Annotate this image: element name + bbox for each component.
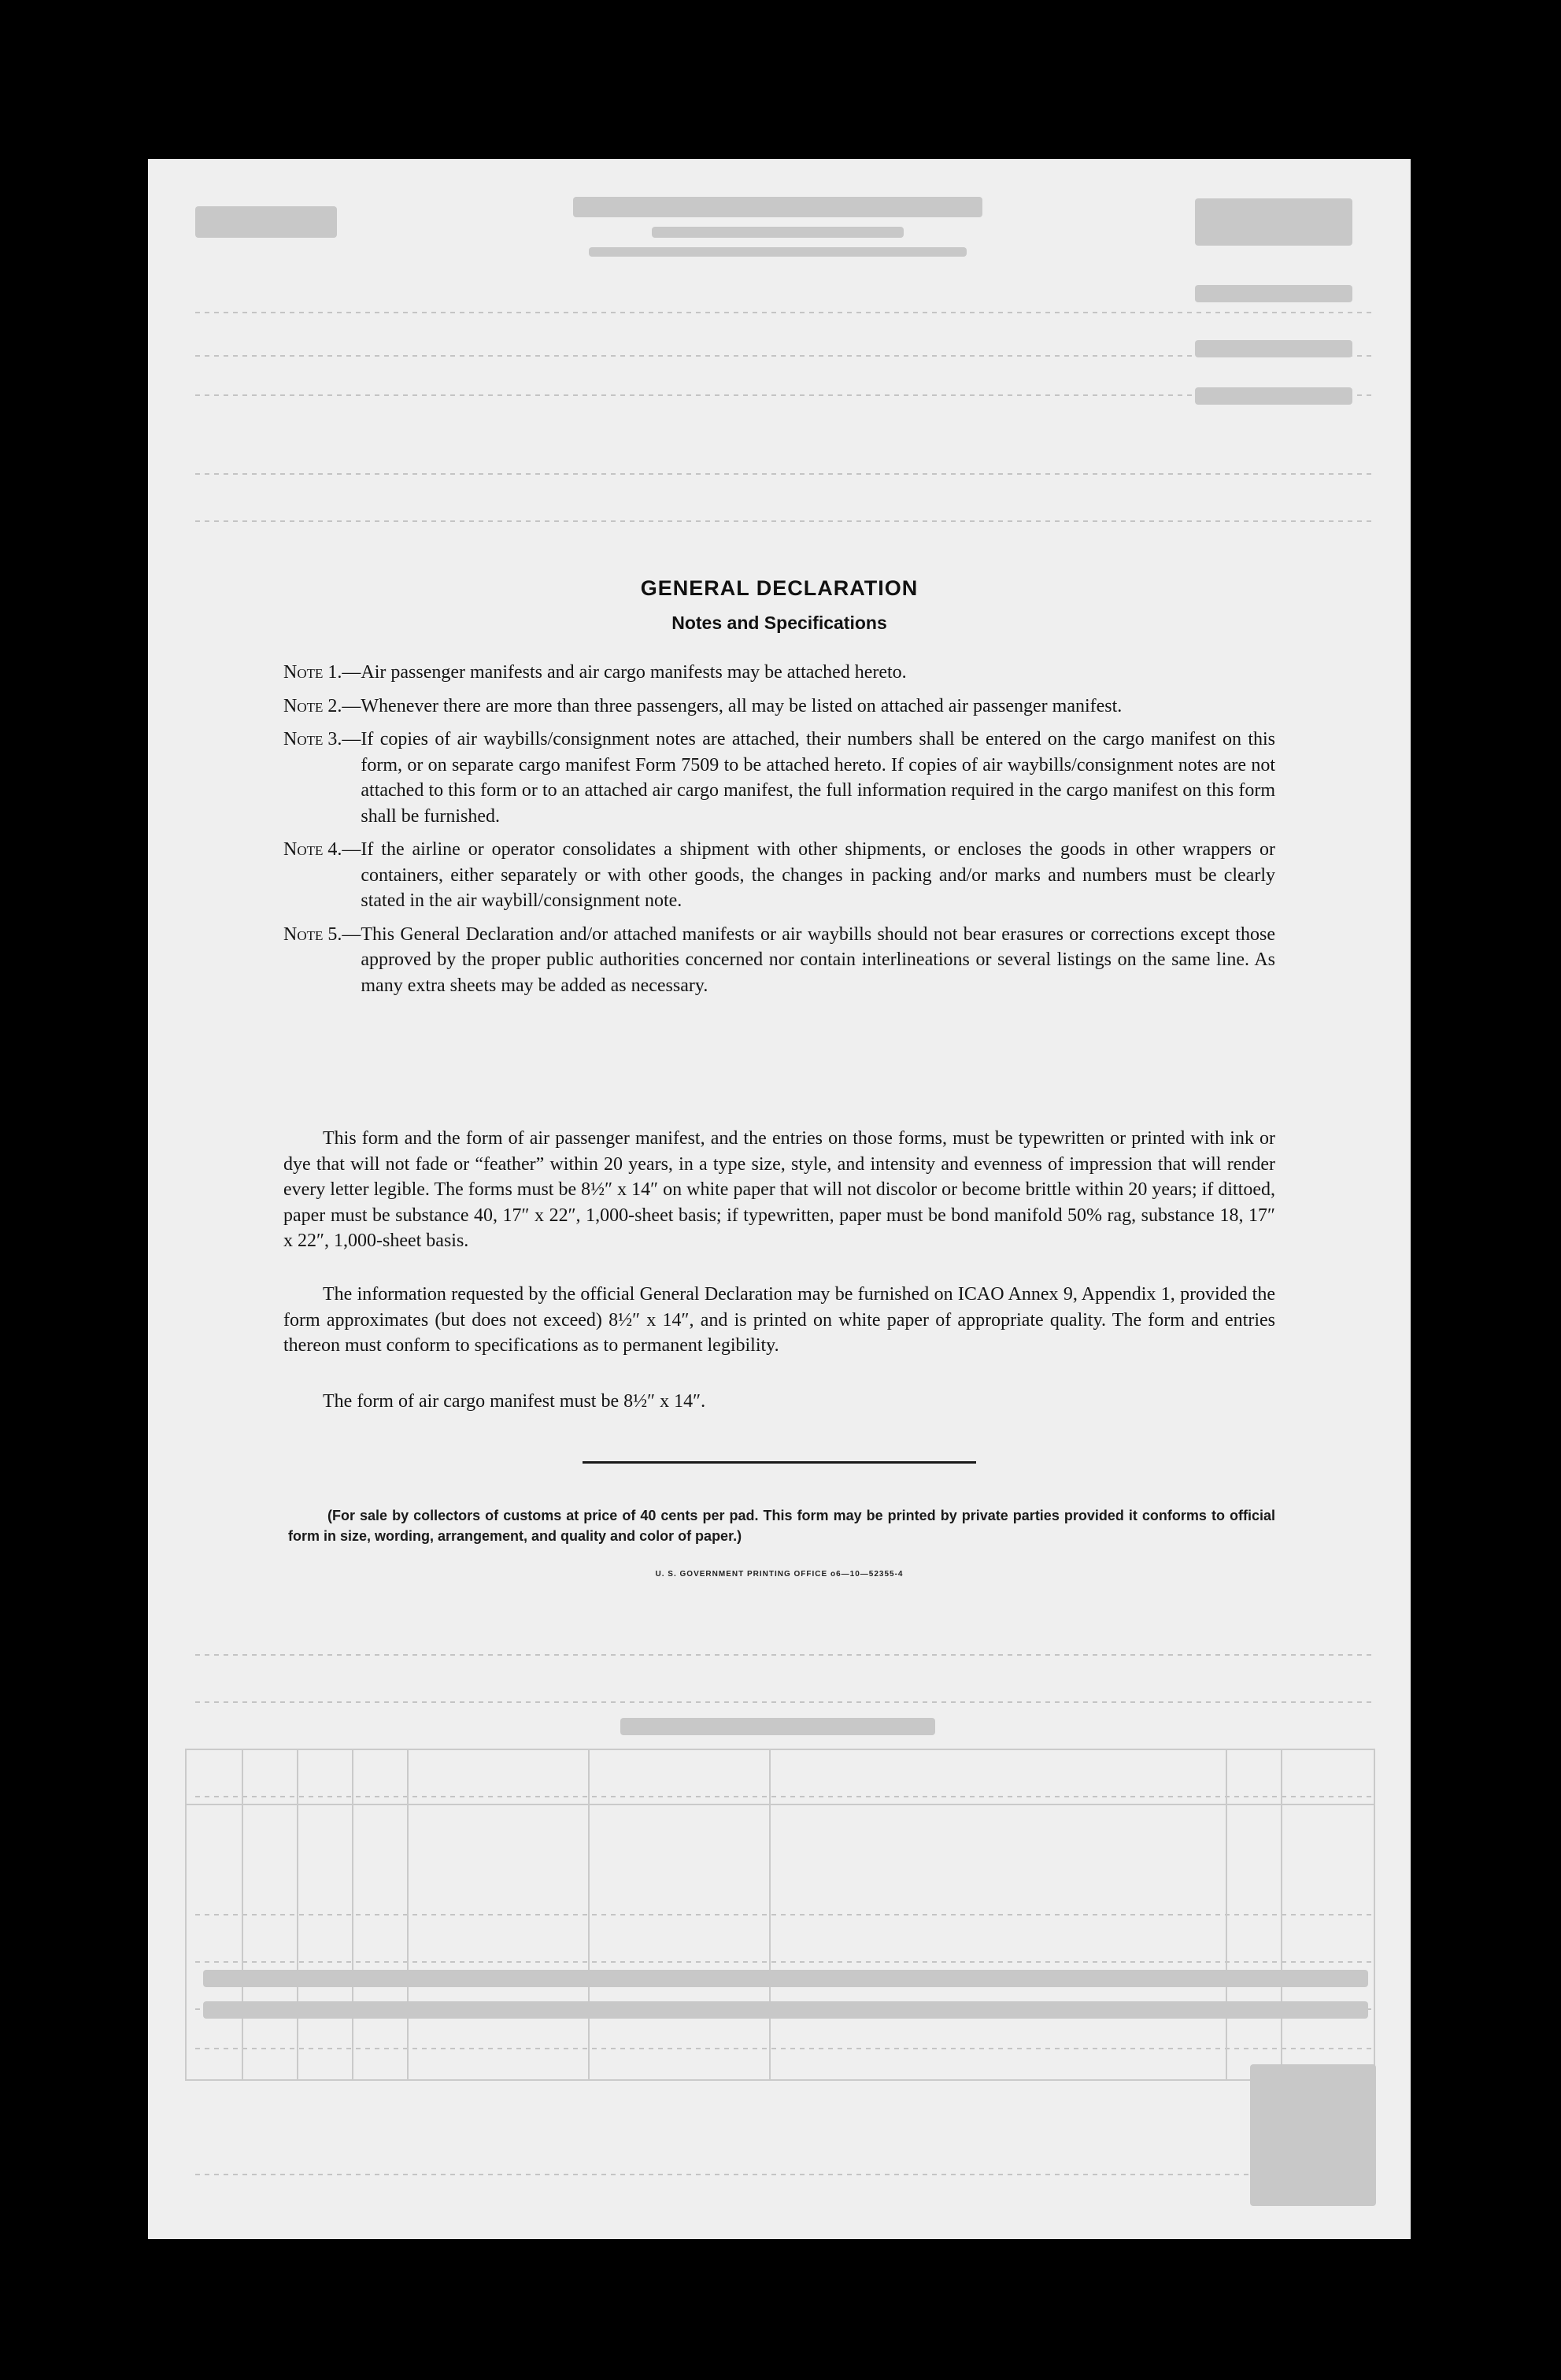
note-text: Air passenger manifests and air cargo manifests may be attached hereto. (361, 662, 907, 683)
paragraph-icao-annex: The information requested by the official General Declaration may be furnished on ICAO Annex 9, Appendix 1, provided the form approximates (but does not exceed) 8½″ x 14″, and is printed on white paper of appropriate quality. The form and entries thereon must conform to specifications as to permanent legibility. (283, 1284, 1275, 1356)
note-label: Note 1.— (283, 662, 361, 683)
printing-office-imprint: U. S. GOVERNMENT PRINTING OFFICE o6—10—52355-4 (655, 1570, 904, 1579)
paragraph-form-requirements: This form and the form of air passenger manifest, and the entries on those forms, must be typewritten or printed with ink or dye that will not fade or “feather” within 20 years, in a type size, style, and intensity and evenness of impression that will render every letter legible. The forms must be 8½″ x 14″ on white paper that will not discolor or become brittle within 20 years; if dittoed, paper must be substance 40, 17″ x 22″, 1,000-sheet basis; if typewritten, paper must be bond manifold 50% rag, substance 18, 17″ x 22″, 1,000-sheet basis. (283, 1128, 1275, 1251)
divider-rule (583, 1461, 976, 1464)
note-text: If copies of air waybills/consignment notes are attached, their numbers shall be entered on the cargo manifest on this form, or on separate cargo manifest Form 7509 to be attached hereto. If copies of air waybills/consignment notes are not attached to this form or to an attached air cargo manifest, the full information required in the cargo manifest on this form shall be furnished. (361, 729, 1275, 827)
sale-notice: (For sale by collectors of customs at price of 40 cents per pad. This form may be printed by private parties provided it conforms to official form in size, wording, arrangement, and quality and color of paper.) (288, 1508, 1275, 1544)
note-text: Whenever there are more than three passengers, all may be listed on attached air passenger manifest. (361, 695, 1123, 716)
paragraph-cargo-manifest-size: The form of air cargo manifest must be 8½″ x 14″. (323, 1391, 706, 1412)
note-2 (283, 694, 1275, 720)
note-text: If the airline or operator consolidates a shipment with other shipments, or encloses the goods in other wrappers or containers, either separately or with other goods, the changes in packing and/or marks and numbers must be clearly stated in the air waybill/consignment note. (361, 839, 1275, 911)
document-page (148, 159, 1411, 2239)
note-label: Note 3.— (283, 729, 361, 750)
document-title: GENERAL DECLARATION (640, 576, 919, 600)
note-text: This General Declaration and/or attached manifests or air waybills should not bear erasures or corrections except those approved by the proper public authorities concerned nor contain interlineations or several listings on the same line. As many extra sheets may be added as necessary. (361, 923, 1275, 996)
note-3 (283, 727, 1275, 829)
note-label: Note 4.— (283, 839, 361, 860)
note-label: Note 5.— (283, 923, 361, 945)
note-label: Note 2.— (283, 695, 361, 716)
document-subtitle: Notes and Specifications (671, 613, 887, 633)
note-4 (283, 837, 1275, 914)
notes-list (283, 660, 1275, 1006)
note-5 (283, 922, 1275, 999)
note-1 (283, 660, 1275, 686)
